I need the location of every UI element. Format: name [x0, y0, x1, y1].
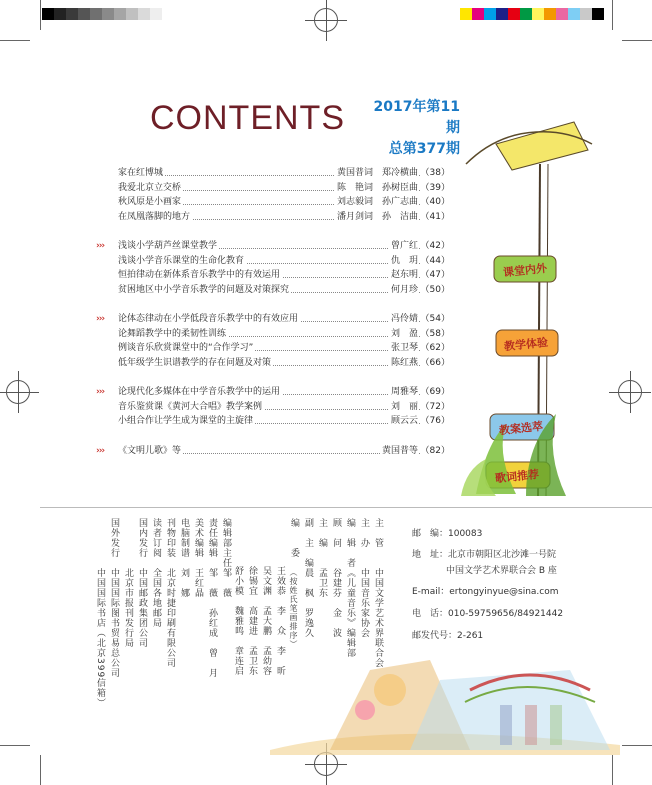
toc-row[interactable]: [96, 239, 450, 254]
toc-author: 黄国普等: [380, 444, 418, 459]
phone: 电 话：010-59759656/84921442: [412, 609, 564, 619]
masthead-label: 编 辑 者: [345, 518, 355, 568]
toc-page: （62）: [421, 341, 450, 356]
toc-row[interactable]: [96, 385, 450, 400]
tag-classroom: 课堂内外: [502, 261, 548, 280]
toc-group-classroom: [96, 239, 450, 297]
section-divider: [40, 507, 652, 508]
toc-page: （38）: [421, 166, 450, 181]
toc-row[interactable]: [118, 268, 450, 283]
masthead-label: 主 管: [373, 518, 383, 548]
editor-label: 电脑制谱: [179, 518, 189, 558]
committee-names: 徐锡宜 高建进 孟卫东: [247, 566, 257, 676]
toc-author: 仇 玥: [389, 254, 418, 269]
decorative-illustration: [456, 104, 596, 504]
editor-value: 刘 娜: [179, 568, 189, 598]
section-arrow-icon: ›››: [96, 314, 105, 324]
toc-row[interactable]: [118, 254, 450, 269]
toc-page: （66）: [421, 356, 450, 371]
toc-title: 音乐鉴赏课《黄河大合唱》教学案例: [118, 401, 263, 412]
toc-page: （76）: [421, 414, 450, 429]
toc-row[interactable]: [118, 356, 450, 371]
toc-title: 我爱北京立交桥: [118, 182, 182, 193]
masthead-value: 中国音乐家协会: [359, 568, 369, 638]
editor-value: 北京时捷印刷有限公司: [165, 568, 175, 668]
tag-teaching: 教学体验: [503, 335, 549, 354]
tag-lyrics: 歌词推荐: [494, 467, 540, 486]
toc-row[interactable]: [118, 181, 450, 196]
toc-row[interactable]: [118, 341, 450, 356]
toc-row[interactable]: [96, 444, 450, 459]
section-arrow-icon: ›››: [96, 445, 105, 456]
trim-mark: [0, 40, 30, 41]
toc-title: 例谈音乐欣赏课堂中的“合作学习”: [118, 343, 254, 353]
editor-value: 中国国际书店（北京399信箱）: [95, 568, 105, 709]
toc-title: 秋风原是小画家: [118, 197, 182, 207]
toc-page: （47）: [421, 268, 450, 283]
toc-page: （39）: [421, 181, 450, 196]
trim-mark: [622, 745, 652, 746]
trim-mark: [40, 0, 41, 30]
toc-row[interactable]: [96, 312, 450, 327]
masthead-label: 副 主 编: [303, 518, 313, 568]
editor-value: 王红晶: [193, 568, 203, 598]
toc-title: 《文明儿歌》等: [118, 445, 182, 456]
toc-row[interactable]: [118, 327, 450, 342]
editor-label: 美术编辑: [193, 518, 203, 558]
toc-title: 贫困地区中小学音乐教学的问题及对策探究: [118, 284, 290, 295]
address-line-1: 地 址：北京市朝阳区北沙滩一号院: [412, 550, 557, 560]
toc-title: 低年级学生识谱教学的存在问题及对策: [118, 357, 272, 368]
toc-author: 冯伶婧: [389, 312, 418, 327]
masthead-label: 主 办: [359, 518, 369, 548]
trim-mark: [622, 40, 652, 41]
toc-author: 黄国普词 郑冷横曲: [335, 166, 418, 181]
toc-author: 周雅琴: [389, 385, 418, 400]
registration-mark-right: [618, 380, 642, 404]
contents-title: CONTENTS: [150, 99, 345, 137]
toc-author: 顾云云: [389, 414, 418, 429]
toc-page: （69）: [421, 385, 450, 400]
toc-author: 赵东明: [389, 268, 418, 283]
issue-line-2: 总第377期: [388, 141, 460, 157]
toc-title: 论现代化多媒体在中学音乐教学中的运用: [118, 387, 281, 397]
toc-page: （82）: [421, 444, 450, 459]
toc-page: （40）: [421, 195, 450, 210]
toc-author: 刘志毅词 孙广志曲: [335, 195, 418, 210]
address-line-2: 中国文学艺术界联合会 B 座: [446, 566, 557, 576]
editor-value: 中国国际图书贸易总公司: [109, 568, 119, 678]
masthead-value: 谷建芬 金 波: [331, 568, 341, 638]
committee-names: 舒小模 魏雅鸣 章连启: [233, 566, 243, 676]
postal-distribution-code: 邮发代号：2-261: [412, 631, 484, 641]
table-of-contents: [96, 166, 450, 473]
editor-value: 中国邮政集团公司: [137, 568, 147, 648]
toc-author: 刘 盈: [389, 327, 418, 342]
committee-names: 吴文渊 孟大鹏 孟幼容: [261, 566, 271, 676]
registration-mark-bottom: [314, 752, 338, 776]
masthead-value: 中国文学艺术界联合会: [373, 568, 383, 668]
masthead-label: 主 编: [317, 518, 327, 548]
editor-label: 责任编辑: [207, 518, 217, 558]
masthead-value: 孟卫东: [317, 568, 327, 598]
committee-names: 王效恭 李 众 李 昕: [275, 566, 285, 676]
issue-number: [362, 97, 460, 160]
registration-mark-top: [314, 8, 338, 32]
toc-title: 在凤凰落脚的地方: [118, 211, 191, 222]
registration-mark-left: [6, 380, 30, 404]
toc-page: （44）: [421, 254, 450, 269]
toc-group-lyrics: [96, 444, 450, 459]
contact-block: [412, 528, 563, 651]
toc-author: 何月珍: [389, 283, 418, 298]
trim-mark: [612, 0, 613, 30]
toc-group-lesson-plans: [96, 385, 450, 429]
editor-label: 刊物印装: [165, 518, 175, 558]
toc-title: 论体态律动在小学低段音乐教学中的有效应用: [118, 314, 299, 324]
toc-row[interactable]: [118, 195, 450, 210]
trim-mark: [0, 745, 30, 746]
toc-page: （42）: [421, 239, 450, 254]
toc-page: （50）: [421, 283, 450, 298]
toc-row[interactable]: [118, 210, 450, 225]
issue-line-1: 2017年第11期: [373, 99, 460, 136]
editor-label: 编辑部主任: [221, 518, 231, 568]
toc-row[interactable]: [118, 283, 450, 298]
toc-page: （54）: [421, 312, 450, 327]
street-illustration: [270, 650, 620, 755]
toc-title: 论舞蹈教学中的柔韧性训练: [118, 328, 227, 339]
editor-value: 邹 薇 孙红成 曾 月: [207, 568, 217, 678]
toc-author: 张卫琴: [389, 341, 418, 356]
toc-row[interactable]: [118, 400, 450, 415]
toc-author: 陈 艳词 孙树臣曲: [335, 181, 418, 196]
editor-value: 邹 薇: [221, 568, 231, 598]
toc-author: 曾广红: [389, 239, 418, 254]
toc-page: （58）: [421, 327, 450, 342]
toc-title: 家在红博城: [118, 168, 164, 178]
toc-title: 恒拍律动在新体系音乐教学中的有效运用: [118, 270, 281, 280]
toc-title: 浅谈小学葫芦丝课堂教学: [118, 241, 218, 251]
toc-group-teaching: [96, 312, 450, 370]
editor-label: 读者订阅: [151, 518, 161, 558]
trim-mark: [612, 755, 613, 785]
editor-label: 国内发行: [137, 518, 147, 558]
toc-row[interactable]: [118, 166, 450, 181]
grayscale-bar: [42, 8, 162, 20]
toc-group-songs: [118, 166, 450, 224]
toc-title: 浅谈小学音乐课堂的生命化教育: [118, 255, 245, 266]
masthead-label: 顾 问: [331, 518, 341, 548]
editor-label: 国外发行: [109, 518, 119, 558]
postcode: 邮 编：100083: [412, 529, 483, 539]
section-arrow-icon: ›››: [96, 387, 105, 397]
color-bar: [460, 8, 604, 20]
masthead-value: （按姓氏笔画排序）: [289, 568, 298, 649]
masthead-value: 晨 枫 罗逸久: [303, 568, 313, 638]
toc-author: 刘 丽: [389, 400, 418, 415]
editor-value: 北京市报刊发行局: [123, 568, 133, 648]
toc-title: 小组合作让学生成为课堂的主旋律: [118, 416, 254, 426]
tag-lesson-plans: 教案选萃: [498, 419, 544, 438]
toc-author: 陈红燕: [389, 356, 418, 371]
trim-mark: [40, 755, 41, 785]
toc-page: （41）: [421, 210, 450, 225]
editor-value: 全国各地邮局: [151, 568, 161, 628]
toc-page: （72）: [421, 400, 450, 415]
section-arrow-icon: ›››: [96, 241, 105, 251]
masthead-value: 《儿童音乐》编辑部: [345, 568, 355, 658]
masthead-label: 编 委: [289, 518, 299, 558]
email[interactable]: E-mail：ertongyinyue@sina.com: [412, 587, 559, 597]
toc-author: 潘月剑词 孙 洁曲: [335, 210, 418, 225]
toc-row[interactable]: [118, 414, 450, 429]
